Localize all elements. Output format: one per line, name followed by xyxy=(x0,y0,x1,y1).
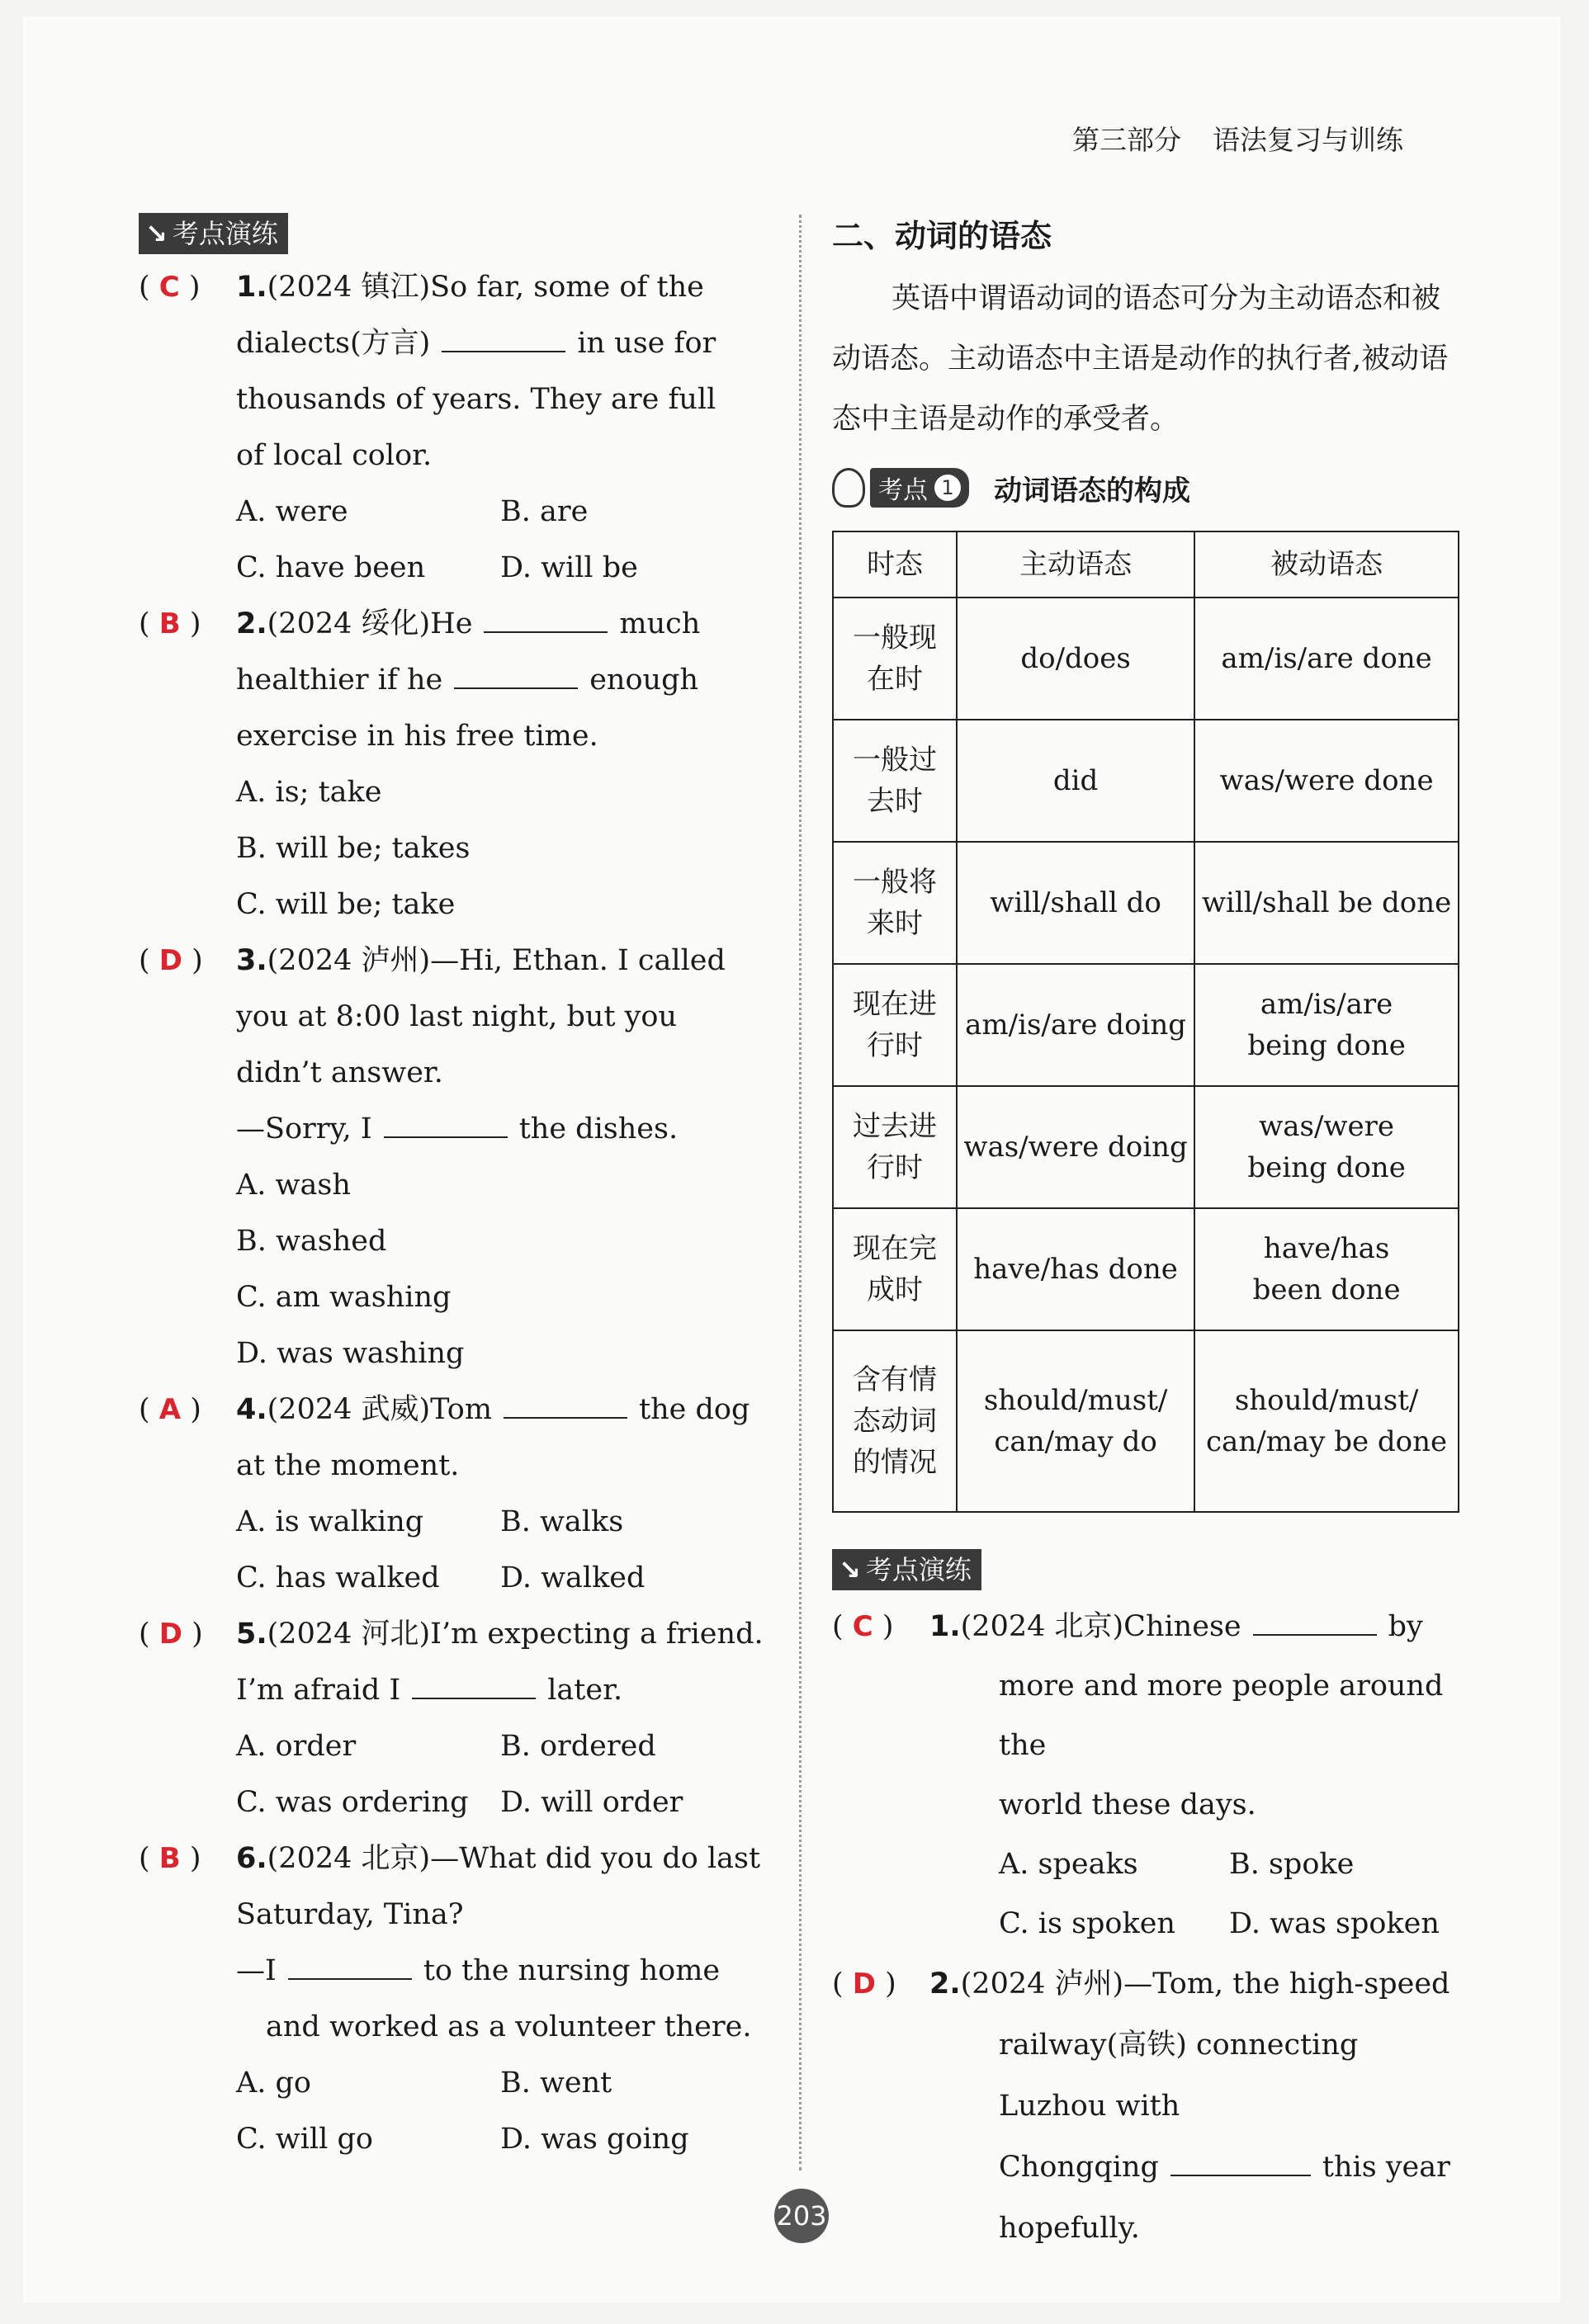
answer-blank[interactable] xyxy=(484,607,608,633)
table-row: 现在进 行时 am/is/are doing am/is/are being done xyxy=(833,964,1459,1086)
intro-paragraph: 英语中谓语动词的语态可分为主动语态和被动语态。主动语态中主语是动作的执行者,被动语态中主语是动作的承受者。 xyxy=(832,282,1449,436)
question-4: ( A ) 4.(2024 武威)Tom the dog at the moment. A. is walking B. walks C. has walked D. walked xyxy=(139,1393,750,1594)
page xyxy=(23,17,1560,2303)
table-row: 含有情 态动词 的情况 should/must/ can/may do should/must/ can/may be done xyxy=(833,1330,1459,1512)
voice-table xyxy=(832,531,1459,1513)
answer-blank[interactable] xyxy=(454,663,578,689)
practice-tag: ↘ 考点演练 xyxy=(139,213,288,254)
table-row: 一般将 来时 will/shall do will/shall be done xyxy=(833,842,1459,964)
section-title: 二、动词的语态 xyxy=(832,218,1052,254)
answer-mark: C xyxy=(852,1610,873,1643)
answer-mark: C xyxy=(158,271,180,304)
answer-blank[interactable] xyxy=(1170,2150,1311,2176)
table-header: 时态 xyxy=(833,531,957,598)
right-column xyxy=(832,213,1459,2259)
table-header: 主动语态 xyxy=(957,531,1194,598)
answer-blank[interactable] xyxy=(384,1112,508,1138)
answer-blank[interactable] xyxy=(1253,1609,1377,1636)
table-row: 现在完 成时 have/has done have/has been done xyxy=(833,1208,1459,1330)
answer-mark: B xyxy=(158,607,181,640)
column-divider xyxy=(799,215,802,2170)
arrow-icon: ↘ xyxy=(145,218,168,249)
answer-blank[interactable] xyxy=(442,326,565,352)
answer-blank[interactable] xyxy=(288,1953,412,1980)
question-6: ( B ) 6.(2024 北京)—What did you do last Saturday, Tina? —I to the nursing home and worked as a volunteer there. A. go B. went C. will go D. was going xyxy=(139,1842,761,2156)
answer-blank[interactable] xyxy=(412,1673,536,1699)
header-part: 第三部分 xyxy=(1072,124,1181,156)
kaodian-badge: 考点 1 xyxy=(870,468,969,508)
arrow-icon: ↘ xyxy=(839,1554,861,1585)
table-header-row xyxy=(833,531,1459,598)
practice-tag: ↘ 考点演练 xyxy=(832,1549,981,1590)
answer-mark: D xyxy=(158,1618,183,1651)
question-r2: ( D ) 2.(2024 泸州)—Tom, the high-speed railway(高铁) connecting Luzhou with Chongqing this year hopefully. xyxy=(832,1967,1450,2245)
answer-blank[interactable] xyxy=(504,1392,627,1419)
table-row: 一般过 去时 did was/were done xyxy=(833,720,1459,842)
page-number: 203 xyxy=(774,2189,829,2243)
table-row: 一般现 在时 do/does am/is/are done xyxy=(833,598,1459,720)
answer-mark: B xyxy=(158,1842,181,1875)
left-column xyxy=(139,213,774,2167)
question-r1: ( C ) 1.(2024 北京)Chinese by more and more people around the world these days. A. speaks B. spoke C. is spoken D. was spoken xyxy=(832,1610,1444,1940)
question-3: ( D ) 3.(2024 泸州)—Hi, Ethan. I called you at 8:00 last night, but you didn’t answer. —Sorry, I the dishes. A. wash B. washed C. am washing D. was washing xyxy=(139,944,726,1370)
table-header: 被动语态 xyxy=(1194,531,1459,598)
question-2: ( B ) 2.(2024 绥化)He much healthier if he enough exercise in his free time. A. is; take B. will be; takes C. will be; take xyxy=(139,607,701,921)
kaodian-heading xyxy=(832,463,1459,513)
answer-mark: D xyxy=(158,944,183,977)
answer-mark: D xyxy=(852,1967,877,2000)
question-5: ( D ) 5.(2024 河北)I’m expecting a friend. I’m afraid I later. A. order B. ordered C. was ordering D. will order xyxy=(139,1618,764,1819)
kaodian-title: 动词语态的构成 xyxy=(994,474,1190,508)
answer-mark: A xyxy=(158,1393,182,1426)
question-1: ( C ) 1.(2024 镇江)So far, some of the dialects(方言) in use for thousands of years. They are full of local color. A. were B. are C. have been D. will be xyxy=(139,271,716,584)
lightbulb-icon xyxy=(832,468,865,508)
table-row: 过去进 行时 was/were doing was/were being done xyxy=(833,1086,1459,1208)
header-section: 语法复习与训练 xyxy=(1213,124,1403,156)
page-header xyxy=(1041,119,1403,158)
